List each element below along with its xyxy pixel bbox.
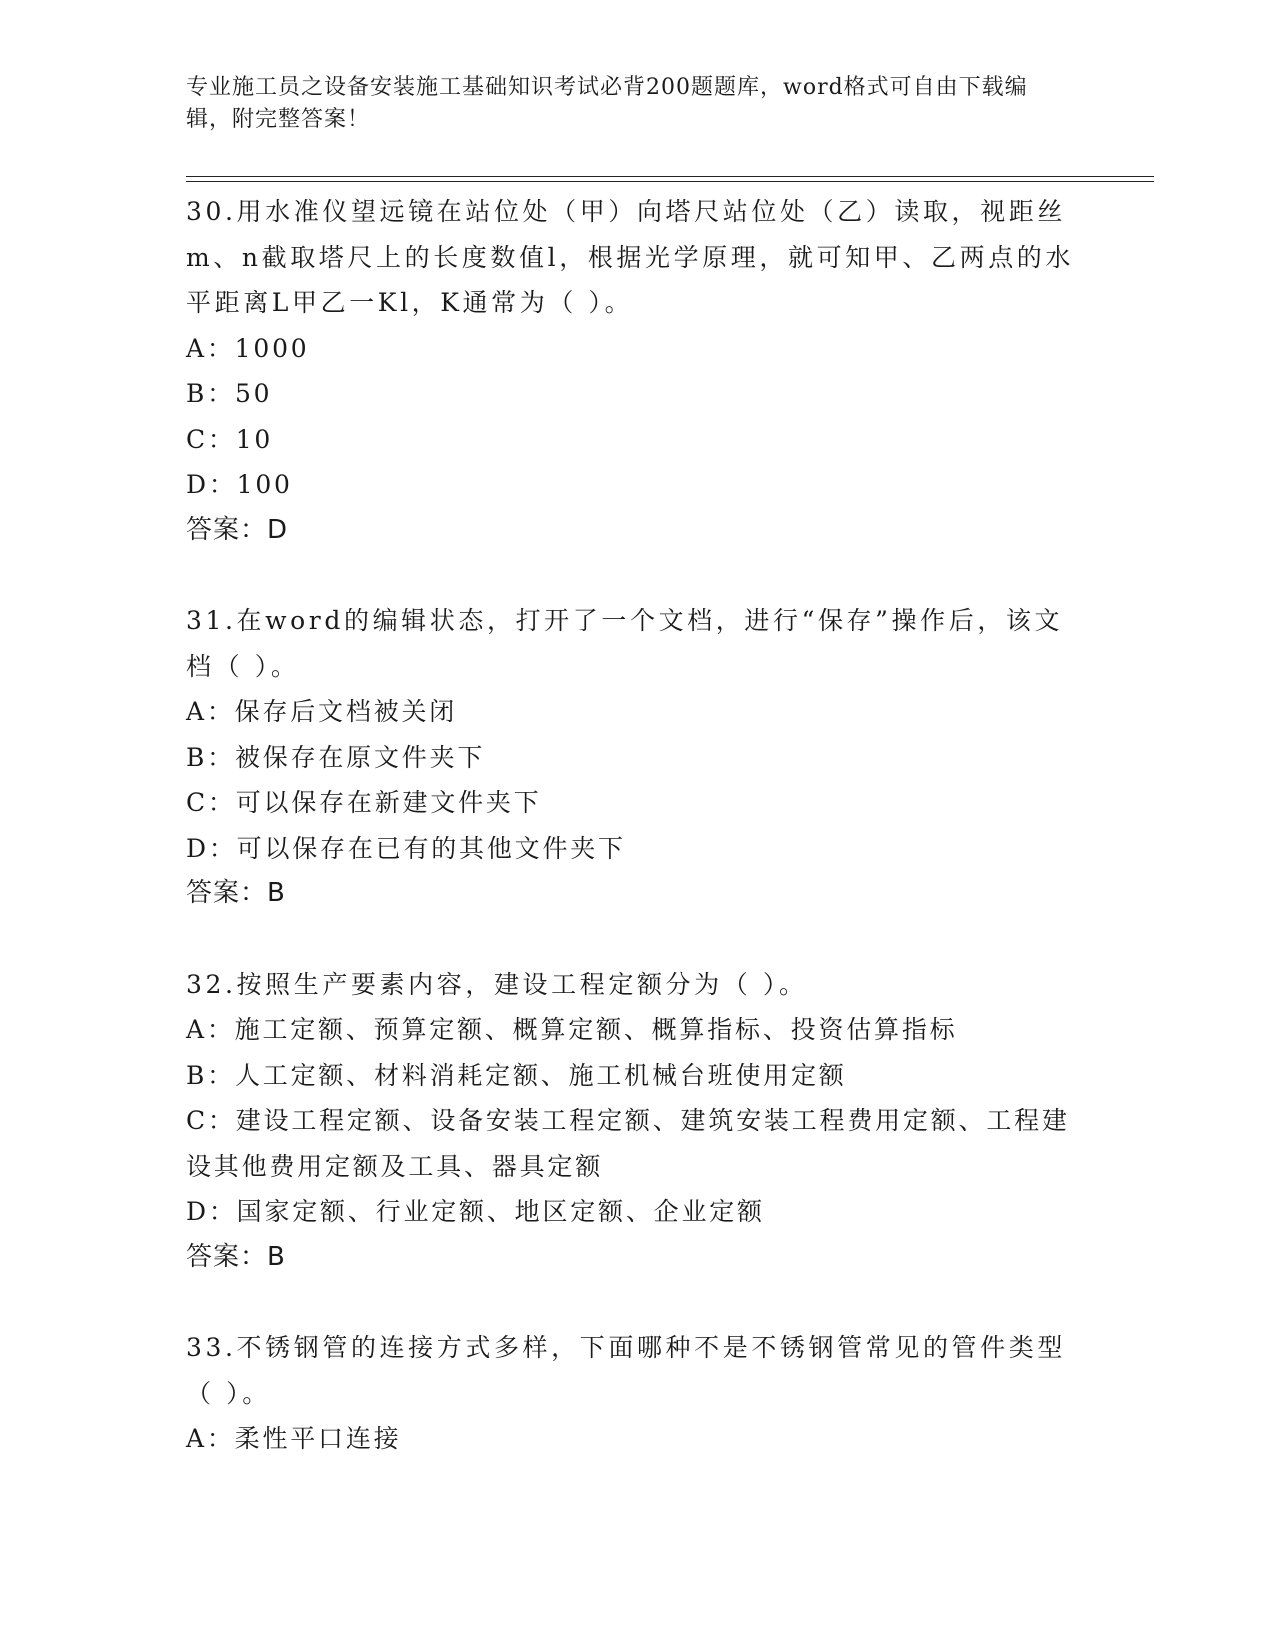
question-30 <box>186 189 1086 553</box>
option-a: A：保存后文档被关闭 <box>186 697 458 726</box>
question-spacer <box>186 917 1086 962</box>
question-spacer <box>186 553 1086 598</box>
question-stem: 30.用水准仪望远镜在站位处（甲）向塔尺站位处（乙）读取，视距丝m、n截取塔尺上的长度数值l，根据光学原理，就可知甲、乙两点的水平距离L甲乙一Kl，K通常为（ ）。 <box>186 197 1075 317</box>
option-b: B：人工定额、材料消耗定额、施工机械台班使用定额 <box>186 1060 847 1090</box>
answer-line: 答案：B <box>186 1241 286 1272</box>
option-a: A：柔性平口连接 <box>186 1424 402 1453</box>
question-stem: 31.在word的编辑状态，打开了一个文档，进行“保存”操作后，该文档（ ）。 <box>186 606 1064 681</box>
document-header: 专业施工员之设备安装施工基础知识考试必背200题题库，word格式可自由下载编辑，附完整答案！ <box>186 75 1028 132</box>
option-c: C：10 <box>186 424 274 454</box>
option-b: B：50 <box>186 379 273 408</box>
question-32 <box>186 962 1086 1281</box>
question-31 <box>186 598 1086 917</box>
question-stem: 32.按照生产要素内容，建设工程定额分为（ ）。 <box>186 969 808 999</box>
option-d: D：国家定额、行业定额、地区定额、企业定额 <box>186 1197 765 1226</box>
header-divider-top <box>186 176 1154 177</box>
option-c: C：可以保存在新建文件夹下 <box>186 788 542 817</box>
header-divider-bottom <box>186 181 1154 182</box>
option-a: A：1000 <box>186 333 310 363</box>
option-d: D：可以保存在已有的其他文件夹下 <box>186 833 626 863</box>
answer-line: 答案：B <box>186 878 286 908</box>
question-list <box>186 189 1086 1462</box>
option-a: A：施工定额、预算定额、概算定额、概算指标、投资估算指标 <box>186 1015 958 1044</box>
answer-line: 答案：D <box>186 514 289 545</box>
option-b: B：被保存在原文件夹下 <box>186 742 486 772</box>
question-spacer <box>186 1280 1086 1325</box>
option-d: D：100 <box>186 470 293 499</box>
option-c: C：建设工程定额、设备安装工程定额、建筑安装工程费用定额、工程建设其他费用定额及工具、器具定额 <box>186 1106 1070 1181</box>
question-33 <box>186 1325 1086 1462</box>
question-stem: 33.不锈钢管的连接方式多样，下面哪种不是不锈钢管常见的管件类型（ ）。 <box>186 1333 1066 1408</box>
